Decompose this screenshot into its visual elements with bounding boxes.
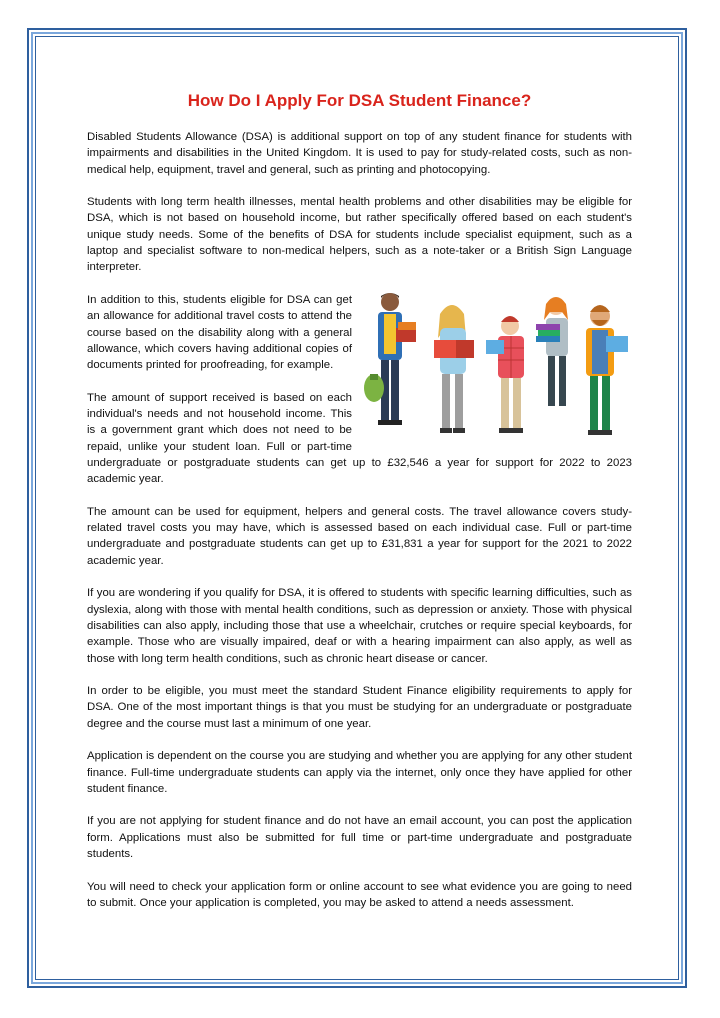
illustration-section — [87, 292, 632, 488]
paragraph-intro: Disabled Students Allowance (DSA) is additional support on top of any student finance for students with impairments and disabilities in the United Kingdom. It is used to pay for study-related costs, such as non-medical help, equipment, travel and general, such as printing and photocopying. — [87, 131, 632, 176]
paragraph-support-amount: The amount of support received is based on each individual's needs and not household income. This is a government grant which does not need to be repaid, unlike your student loan. Full or part-time undergraduate or postgraduate students can get up to £32,546 a year for support for 2022 to 2023 academic year. — [87, 391, 632, 486]
paragraph-evidence: You will need to check your application form or online account to see what evidence you are going to need to submit. Once your application is completed, you may be asked to attend a needs assessment. — [87, 880, 632, 909]
paragraph-equipment-costs: The amount can be used for equipment, helpers and general costs. The travel allowance covers study-related travel costs you may have, which is assessed based on each individual case. Full or part-time undergraduate and postgraduate students can get up to £31,831 a year for support for the 2021 to 2022 academic year. — [87, 505, 632, 567]
paragraph-travel-allowance: In addition to this, students eligible for DSA can get an allowance for additional travel costs to attend the course based on the disability along with a general allowance, which covers having additional copies of documents printed for proofreading, for example. — [87, 293, 352, 372]
student-figure-1 — [364, 293, 416, 425]
document-body — [87, 90, 632, 928]
paragraph-qualify: If you are wondering if you qualify for DSA, it is offered to students with specific learning difficulties, such as dyslexia, along with those with mental health conditions, such as depression or anxiety. Those with physical disabilities can also apply, including those that use a wheelchair, crutches or require special keyboards, for example. Those who are visually impaired, deaf or with a hearing impairment can also apply, as well as those with long term health conditions, such as chronic heart disease or cancer. — [87, 587, 632, 665]
student-figure-3 — [486, 316, 524, 433]
student-figure-5 — [586, 305, 628, 435]
paragraph-requirements: In order to be eligible, you must meet the standard Student Finance eligibility requirements to apply for DSA. One of the most important things is that you must be studying for an undergraduate or postgraduate degree and the course must last a minimum of one year. — [87, 685, 632, 730]
page-title: How Do I Apply For DSA Student Finance? — [187, 91, 532, 110]
student-figure-4 — [536, 297, 568, 406]
paragraph-eligibility: Students with long term health illnesses, mental health problems and other disabilities may be eligible for DSA, which is not based on household income, but rather specifically offered based on each student's unique study needs. Some of the benefits of DSA for students include specialist equipment, such as a laptop and specialist software to non-medical helpers, such as a note-taker or a British Sign Language interpreter. — [87, 196, 632, 274]
paragraph-application-process: Application is dependent on the course you are studying and whether you are applying for any other student finance. Full-time undergraduate students can apply via the internet, only once they have applied for other student finance. — [87, 750, 632, 795]
student-figure-2 — [434, 305, 474, 433]
students-reading-illustration — [360, 290, 632, 448]
paragraph-post-application: If you are not applying for student finance and do not have an email account, you can post the application form. Applications must also be submitted for full time or part-time undergraduate and postgraduate students. — [87, 815, 632, 861]
